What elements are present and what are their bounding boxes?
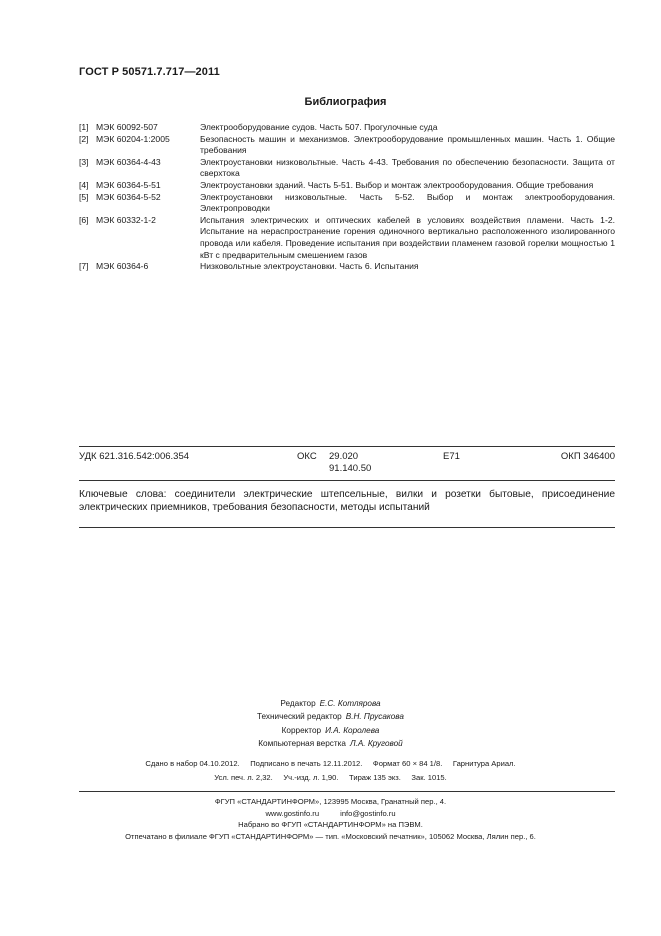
credit-role: Корректор bbox=[281, 725, 322, 735]
item-number: [4] bbox=[79, 179, 89, 190]
publication-info bbox=[0, 757, 661, 785]
item-code: МЭК 60364-4-43 bbox=[96, 156, 161, 167]
item-title: Низковольтные электроустановки. Часть 6. Испытания bbox=[200, 261, 419, 272]
credit-name: Е.С. Котлярова bbox=[319, 699, 381, 708]
item-code: МЭК 60204-1:2005 bbox=[96, 133, 170, 144]
credits-block bbox=[0, 697, 661, 751]
item-code: МЭК 60332-1-2 bbox=[96, 214, 156, 225]
typeset-note: Набрано во ФГУП «СТАНДАРТИНФОРМ» на ПЭВМ. bbox=[238, 820, 423, 830]
item-title: Электроустановки низковольтные. Часть 5-52. Выбор и монтаж электрооборудования. Электропроводки bbox=[200, 191, 615, 214]
publisher-contacts: www.gostinfo.ru info@gostinfo.ru bbox=[265, 808, 396, 818]
credit-editor bbox=[0, 697, 661, 710]
divider-bottom bbox=[79, 527, 615, 528]
item-title: Испытания электрических и оптических кабелей в условиях воздействия пламени. Часть 1-2. Испытание на нераспространение горения одиночного вертикально расположенного изолированного провода или кабеля. Проведение испытания при воздействии пламенем газовой горелки мощностью 1 кВт с предварительным смешением газов bbox=[200, 214, 615, 260]
divider-footer bbox=[79, 791, 615, 792]
okp-code: ОКП 346400 bbox=[560, 451, 615, 462]
credit-role: Редактор bbox=[280, 699, 316, 708]
bibliography-title: Библиография bbox=[304, 96, 387, 108]
item-code: МЭК 60364-5-51 bbox=[96, 179, 161, 190]
credit-role: Технический редактор bbox=[257, 712, 342, 722]
item-code: МЭК 60092-507 bbox=[96, 122, 158, 132]
bibliography-item bbox=[79, 180, 615, 192]
udk-code: УДК 621.316.542:006.354 bbox=[79, 451, 190, 462]
keywords: Ключевые слова: соединители электрические штепсельные, вилки и розетки бытовые, присоединение электрических приемников, требования безопасности, методы испытаний bbox=[79, 489, 615, 513]
credit-name: В.Н. Прусакова bbox=[345, 712, 404, 722]
item-number: [1] bbox=[79, 122, 89, 132]
item-title: Электрооборудование судов. Часть 507. Прогулочные суда bbox=[200, 122, 438, 132]
divider-top bbox=[79, 446, 615, 447]
credit-name: И.А. Королева bbox=[325, 725, 380, 735]
credit-tech-editor bbox=[0, 710, 661, 723]
publication-line-2: Усл. печ. л. 2,32. Уч.-изд. л. 1,90. Тираж 135 экз. Зак. 1015. bbox=[214, 773, 447, 782]
oks-value-2: 91.140.50 bbox=[329, 463, 372, 474]
credit-role: Компьютерная верстка bbox=[258, 739, 346, 749]
publisher-address: ФГУП «СТАНДАРТИНФОРМ», 123995 Москва, Гранатный пер., 4. bbox=[214, 797, 447, 806]
credit-proofreader bbox=[0, 724, 661, 737]
bibliography-item bbox=[79, 122, 615, 134]
item-number: [2] bbox=[79, 133, 89, 144]
publisher-footer bbox=[0, 796, 661, 842]
item-code: МЭК 60364-6 bbox=[96, 261, 149, 272]
bibliography-item bbox=[79, 215, 615, 261]
item-number: [3] bbox=[79, 156, 89, 167]
credit-layout bbox=[0, 737, 661, 750]
credit-name: Л.А. Круговой bbox=[349, 739, 403, 749]
oks-label: ОКС bbox=[297, 451, 317, 462]
document-header: ГОСТ Р 50571.7.717—2011 bbox=[79, 66, 220, 78]
item-number: [7] bbox=[79, 261, 89, 272]
item-number: [5] bbox=[79, 191, 89, 202]
oks-code bbox=[297, 451, 358, 463]
item-title: Безопасность машин и механизмов. Электрооборудование промышленных машин. Часть 1. Общие требования bbox=[200, 133, 615, 156]
item-title: Электроустановки зданий. Часть 5-51. Выбор и монтаж электрооборудования. Общие требования bbox=[200, 179, 594, 190]
item-number: [6] bbox=[79, 214, 89, 225]
bibliography-item bbox=[79, 134, 615, 157]
publication-line-1: Сдано в набор 04.10.2012. Подписано в печать 12.11.2012. Формат 60 × 84 1/8. Гарнитура Ариал. bbox=[145, 759, 516, 768]
bibliography-item bbox=[79, 261, 615, 273]
group-code: Е71 bbox=[443, 451, 460, 462]
item-code: МЭК 60364-5-52 bbox=[96, 191, 161, 202]
bibliography-item bbox=[79, 157, 615, 180]
item-title: Электроустановки низковольтные. Часть 4-43. Требования по обеспечению безопасности. Защита от сверхтока bbox=[200, 156, 615, 179]
printing-note: Отпечатано в филиале ФГУП «СТАНДАРТИНФОРМ» — тип. «Московский печатник», 105062 Москва, Лялин пер., 6. bbox=[125, 831, 536, 841]
bibliography-list bbox=[79, 122, 615, 273]
oks-value-1: 29.020 bbox=[329, 451, 359, 462]
divider-middle bbox=[79, 480, 615, 481]
bibliography-item bbox=[79, 192, 615, 215]
